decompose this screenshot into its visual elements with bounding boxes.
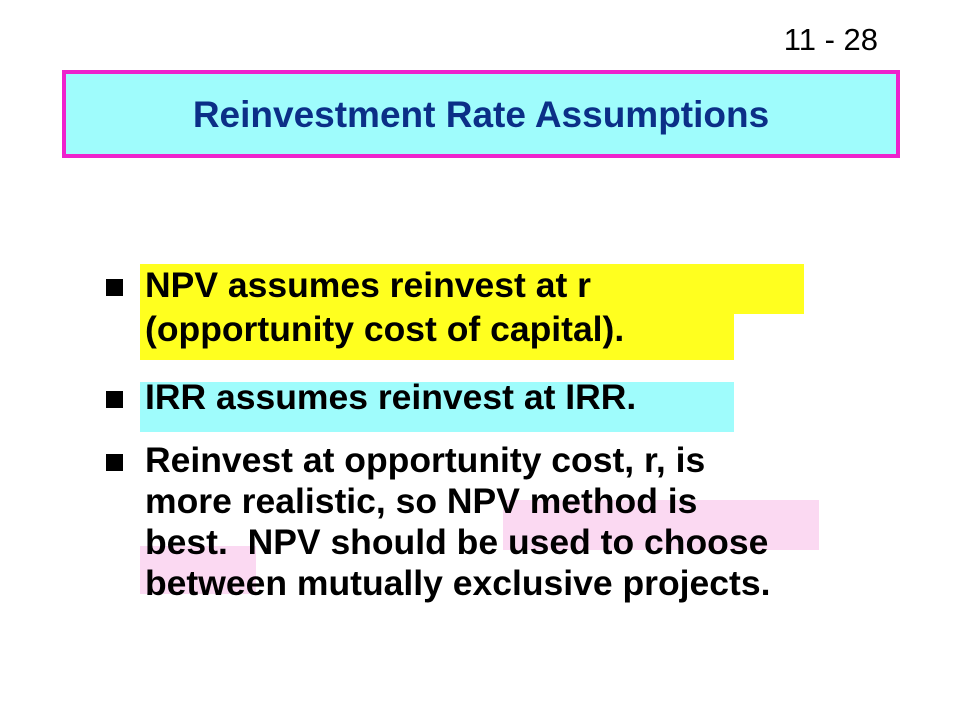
bullet-square-2 bbox=[106, 391, 123, 408]
bullet-square-3 bbox=[106, 454, 123, 471]
bullet-1-line-2: (opportunity cost of capital). bbox=[145, 309, 625, 349]
bullet-square-1 bbox=[106, 279, 123, 296]
bullet-3-line-1: Reinvest at opportunity cost, r, is bbox=[145, 440, 706, 480]
bullet-3-line-2: more realistic, so NPV method is bbox=[145, 481, 698, 521]
bullet-3-line-3: best. NPV should be used to choose bbox=[145, 522, 769, 562]
bullet-2-line-1: IRR assumes reinvest at IRR. bbox=[145, 377, 637, 417]
page-title: Reinvestment Rate Assumptions bbox=[192, 94, 770, 135]
title-box bbox=[62, 70, 900, 158]
bullet-3-line-4: between mutually exclusive projects. bbox=[145, 563, 771, 603]
slide-number: 11 - 28 bbox=[783, 22, 878, 57]
bullet-1-line-1: NPV assumes reinvest at r bbox=[145, 265, 591, 305]
